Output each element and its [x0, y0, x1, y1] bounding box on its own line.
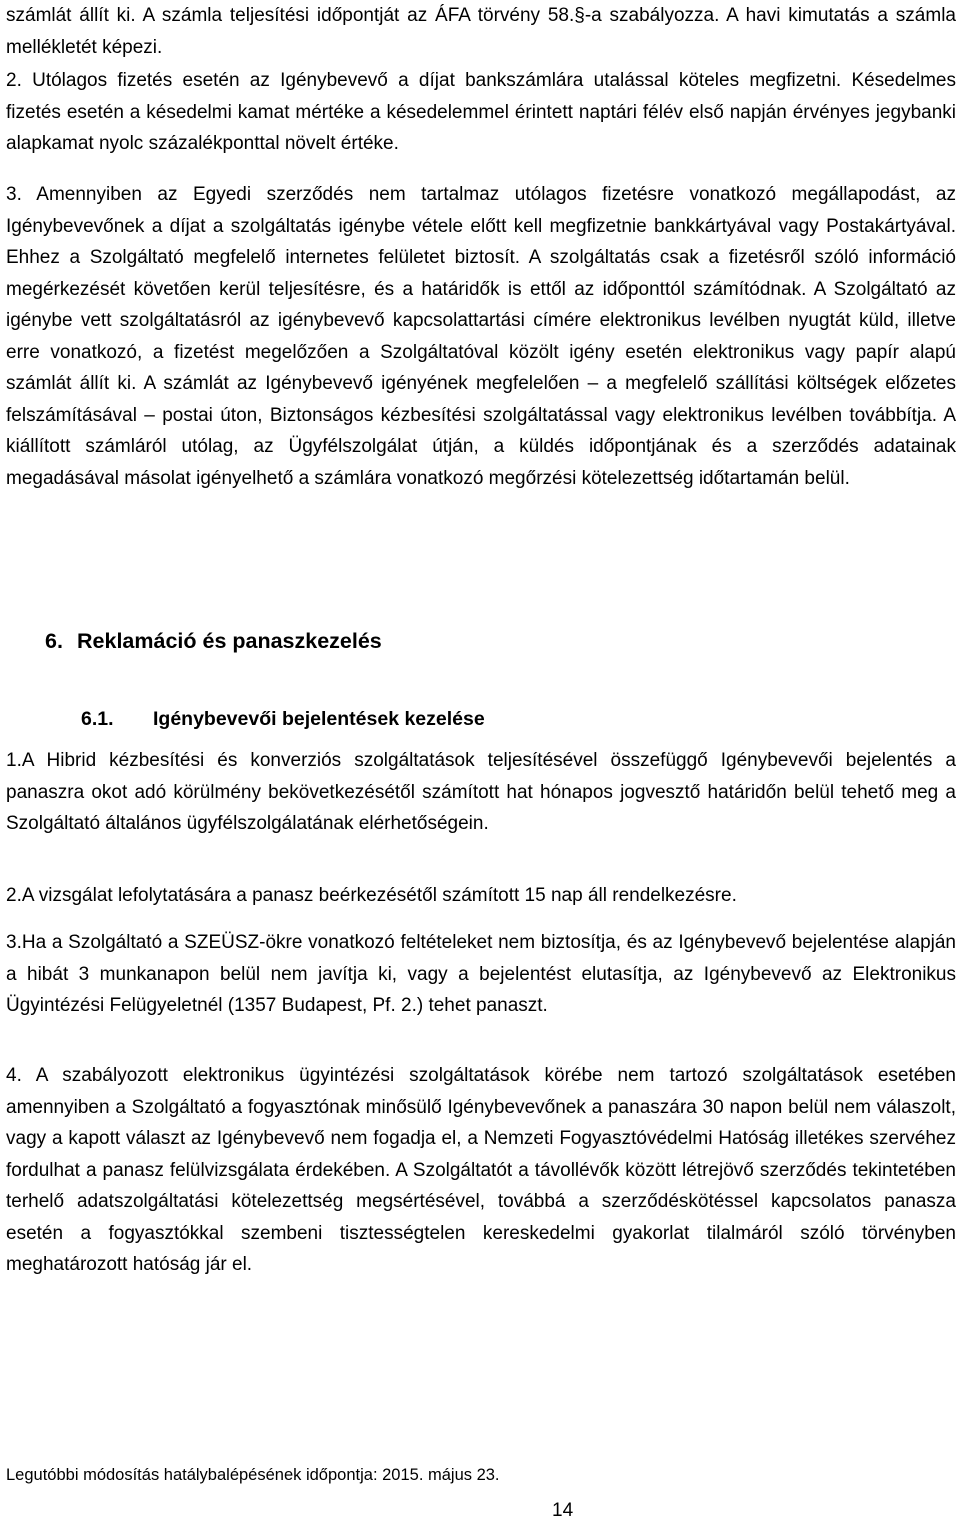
complaint-item-3: 3.Ha a Szolgáltató a SZEÜSZ-ökre vonatkozó feltételeket nem biztosítja, és az Igénybevevő bejelentése alapján a hibát 3 munkanapon belül nem javítja ki, vagy a bejelentést elutasítja, az Igénybevevő az Elektronikus Ügyintézési Felügyeletnél (1357 Budapest, Pf. 2.) tehet panaszt.: [6, 932, 956, 1016]
footer-last-modified: Legutóbbi módosítás hatálybalépésének időpontja: 2015. május 23.: [6, 1466, 500, 1484]
page-number: 14: [552, 1500, 574, 1521]
section-title: Reklamáció és panaszkezelés: [77, 629, 382, 653]
subsection-title: Igénybevevői bejelentések kezelése: [153, 708, 485, 730]
complaint-item-4: 4. A szabályozott elektronikus ügyintézési szolgáltatások körébe nem tartozó szolgáltatások esetében amennyiben a Szolgáltató a fogyasztónak minősülő Igénybevevőnek a panaszára 30 napon belül nem válaszolt, vagy a kapott választ az Igénybevevő nem fogadja el, a Nemzeti Fogyasztóvédelmi Hatóság illetékes szervéhez fordulhat a panasz felülvizsgálata érdekében. A Szolgáltatót a távollévők között létrejövő szerződés tekintetében terhelő adatszolgáltatási kötelezettség megsértésével, továbbá a szerződéskötéssel kapcsolatos panasza esetén a fogyasztókkal szembeni tisztességtelen kereskedelmi gyakorlat tilalmáról szóló törvényben meghatározott hatóság jár el.: [6, 1065, 956, 1275]
section-number: 6.: [45, 629, 63, 653]
paragraph-invoice-issuance: számlát állít ki. A számla teljesítési időpontját az ÁFA törvény 58.§-a szabályozza. A havi kimutatás a számla mellékletét képezi.: [6, 5, 956, 58]
paragraph-advance-payment: 3. Amennyiben az Egyedi szerződés nem tartalmaz utólagos fizetésre vonatkozó megállapodást, az Igénybevevőnek a díjat a szolgáltatás igénybe vétele előtt kell megfizetnie bankkártyával vagy Postakártyával. Ehhez a Szolgáltató megfelelő internetes felületet biztosít. A szolgáltatás csak a fizetésről szóló információ megérkezését követően kerül teljesítésre, és a határidők is ettől az időponttól számítódnak. A Szolgáltató az igénybe vett szolgáltatásról az igénybevevő kapcsolattartási címére elektronikus levélben nyugtát küld, illetve erre vonatkozó, a fizetést megelőzően a Szolgáltatóval közölt igény esetén elektronikus vagy papír alapú számlát állít ki. A számlát az Igénybevevő igényének megfelelően – a megfelelő szállítási költségek előzetes felszámításával – postai úton, Biztonságos kézbesítési szolgáltatással vagy elektronikus levélben továbbítja. A kiállított számláról utólag, az Ügyfélszolgálat útján, a küldés időpontjának és a szerződés adatainak megadásával másolat igényelhető a számlára vonatkozó megőrzési kötelezettség időtartamán belül.: [6, 184, 956, 489]
subsection-heading-6-1: [6, 704, 485, 734]
section-heading-6: [6, 626, 382, 656]
paragraph-deferred-payment: 2. Utólagos fizetés esetén az Igénybevevő a díjat bankszámlára utalással köteles megfizetni. Késedelmes fizetés esetén a késedelmi kamat mértéke a késedelemmel érintett naptári félév első napján érvényes jegybanki alapkamat nyolc százalékponttal növelt értéke.: [6, 70, 956, 154]
complaint-item-2: 2.A vizsgálat lefolytatására a panasz beérkezésétől számított 15 nap áll rendelkezésre.: [6, 885, 737, 906]
subsection-number: 6.1.: [81, 708, 114, 730]
complaint-item-1: 1.A Hibrid kézbesítési és konverziós szolgáltatások teljesítésével összefüggő Igénybevevői bejelentés a panaszra okot adó körülmény bekövetkezésétől számított hat hónapos jogvesztő határidőn belül tehető meg a Szolgáltató általános ügyfélszolgálatának elérhetőségein.: [6, 750, 956, 834]
